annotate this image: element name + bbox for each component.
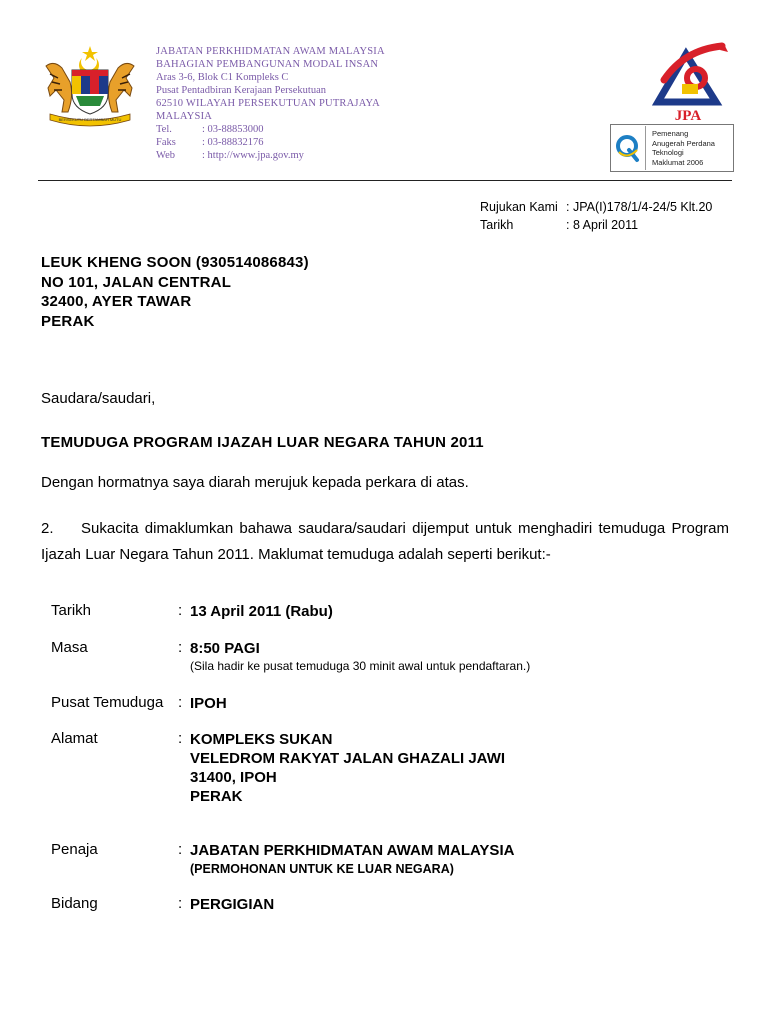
contact-label: Web — [156, 150, 175, 161]
detail-label-pusat: Pusat Temuduga — [51, 694, 164, 711]
org-line: BAHAGIAN PEMBANGUNAN MODAL INSAN — [156, 59, 379, 70]
contact-label: Tel. — [156, 124, 172, 135]
award-line: Teknologi — [652, 148, 684, 157]
intro-paragraph: Dengan hormatnya saya diarah merujuk kepada perkara di atas. — [41, 474, 469, 491]
detail-value-bidang: PERGIGIAN — [190, 896, 275, 913]
crest-motto: BERSEKUTU BERTAMBAH MUTU — [58, 117, 122, 122]
date-value: : 8 April 2011 — [566, 218, 639, 232]
address-line: NO 101, JALAN CENTRAL — [41, 273, 232, 291]
detail-colon: : — [178, 895, 183, 912]
award-text — [646, 129, 715, 167]
reference-label: Rujukan Kami — [480, 200, 558, 214]
contact-value: : 03-88853000 — [202, 124, 264, 135]
alamat-line: 31400, IPOH — [190, 769, 277, 786]
contact-web — [156, 149, 385, 162]
jpa-logo — [638, 40, 734, 122]
reference-block — [480, 198, 712, 234]
address-line: 32400, AYER TAWAR — [41, 293, 192, 310]
detail-value-penaja: JABATAN PERKHIDMATAN AWAM MALAYSIA — [190, 842, 515, 859]
date-label: Tarikh — [480, 218, 514, 232]
detail-colon: : — [178, 841, 183, 858]
award-line: Maklumat 2006 — [652, 157, 704, 167]
contact-value: : http://www.jpa.gov.my — [202, 150, 304, 161]
detail-label-penaja: Penaja — [51, 841, 98, 858]
paragraph-number: 2. — [41, 520, 54, 537]
detail-label-alamat: Alamat — [51, 730, 98, 747]
detail-note-masa: (Sila hadir ke pusat temuduga 30 minit awal untuk pendaftaran.) — [190, 659, 531, 673]
award-line: Pemenang — [652, 129, 689, 138]
org-line: 62510 WILAYAH PERSEKUTUAN PUTRAJAYA — [156, 98, 380, 109]
detail-colon: : — [178, 694, 183, 711]
detail-value-masa: 8:50 PAGI — [190, 640, 260, 657]
address-line: LEUK KHENG SOON (930514086843) — [41, 254, 309, 271]
address-line: PERAK — [41, 312, 95, 330]
org-line: MALAYSIA — [156, 111, 213, 122]
contact-value: : 03-88832176 — [202, 137, 264, 148]
salutation: Saudara/saudari, — [41, 390, 156, 407]
letterhead-organisation — [156, 45, 385, 162]
paragraph-text: Sukacita dimaklumkan bahawa saudara/saudari dijemput untuk menghadiri temuduga Program Ijazah Luar Negara Tahun 2011. Maklumat temuduga adalah seperti berikut:- — [41, 520, 729, 563]
detail-label-tarikh: Tarikh — [51, 602, 92, 619]
reference-row — [480, 198, 712, 216]
q-award-icon — [611, 126, 646, 170]
award-badge — [610, 124, 734, 172]
alamat-line: VELEDROM RAKYAT JALAN GHAZALI JAWI — [190, 750, 506, 767]
paragraph-2 — [41, 516, 729, 568]
detail-value-tarikh: 13 April 2011 (Rabu) — [190, 603, 333, 620]
date-row — [480, 216, 712, 234]
contact-fax — [156, 136, 385, 149]
org-line: Aras 3-6, Blok C1 Kompleks C — [156, 72, 289, 83]
detail-colon: : — [178, 639, 183, 656]
detail-label-bidang: Bidang — [51, 895, 98, 912]
alamat-line: KOMPLEKS SUKAN — [190, 731, 333, 748]
recipient-address — [41, 253, 309, 331]
award-line: Anugerah Perdana — [652, 138, 715, 148]
detail-sub-penaja: (PERMOHONAN UNTUK KE LUAR NEGARA) — [190, 862, 454, 876]
letterhead-divider — [38, 180, 732, 181]
alamat-line: PERAK — [190, 788, 243, 805]
org-line: Pusat Pentadbiran Kerajaan Persekutuan — [156, 85, 326, 96]
letter-subject: TEMUDUGA PROGRAM IJAZAH LUAR NEGARA TAHUN 2011 — [41, 434, 484, 451]
jpa-logo-text: JPA — [674, 108, 702, 122]
detail-colon: : — [178, 730, 183, 747]
contact-label: Faks — [156, 137, 176, 148]
detail-value-pusat: IPOH — [190, 695, 227, 712]
coat-of-arms-logo — [36, 44, 144, 128]
detail-label-masa: Masa — [51, 639, 88, 656]
org-line: JABATAN PERKHIDMATAN AWAM MALAYSIA — [156, 46, 385, 57]
detail-value-alamat — [190, 730, 505, 806]
detail-colon: : — [178, 602, 183, 619]
contact-tel — [156, 123, 385, 136]
reference-value: : JPA(I)178/1/4-24/5 Klt.20 — [566, 200, 713, 214]
